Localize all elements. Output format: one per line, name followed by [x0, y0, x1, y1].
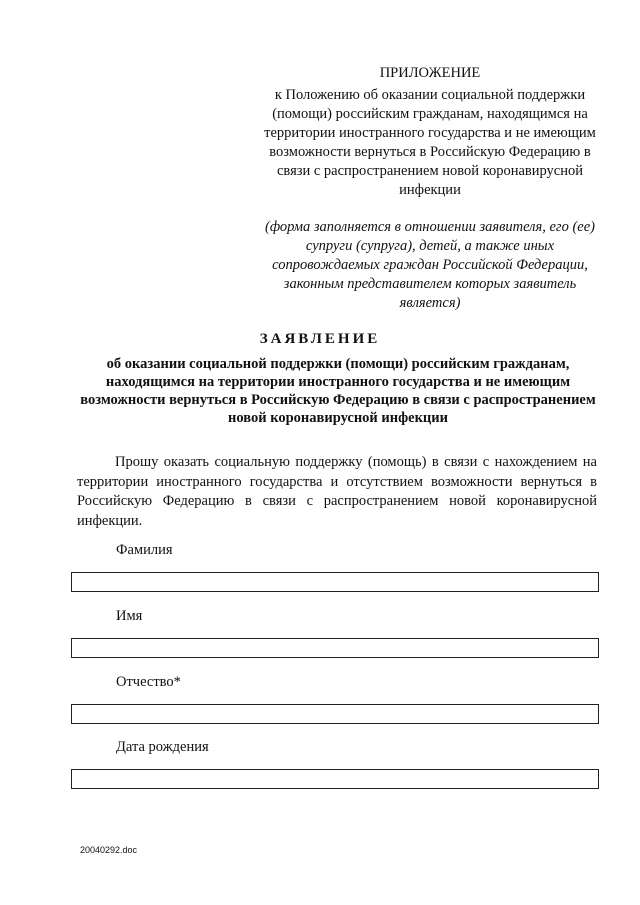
surname-field[interactable] [71, 572, 599, 592]
document-title: ЗАЯВЛЕНИЕ [259, 331, 381, 347]
appendix-title: ПРИЛОЖЕНИЕ [379, 65, 481, 81]
birthdate-mask: __ __ ____ [80, 776, 179, 791]
appendix-note: (форма заполняется в отношении заявителя, его (ее) супруги (супруга), детей, а также иных сопровождаемых граждан Российской Федерации, законным представителем которых заявитель является) [265, 219, 595, 311]
document-subtitle: об оказании социальной поддержки (помощи) российским гражданам, находящимся на территории иностранного государства и не имеющим возможности вернуться в Российскую Федерацию в связи с распространением новой коронавирусной инфекции [80, 356, 596, 426]
appendix-header [255, 64, 605, 313]
name-label: Имя [116, 608, 143, 624]
patronymic-field[interactable] [71, 704, 599, 724]
footer-filename: 20040292.doc [80, 845, 138, 855]
birthdate-field[interactable] [71, 769, 599, 789]
patronymic-label: Отчество* [116, 674, 181, 690]
birthdate-label: Дата рождения [116, 739, 209, 755]
surname-label: Фамилия [116, 542, 173, 558]
name-field[interactable] [71, 638, 599, 658]
intro-paragraph: Прошу оказать социальную поддержку (помощь) в связи с нахождением на территории иностранного государства и отсутствием возможности вернуться в Российскую Федерацию в связи с распространением новой коронавирусной инфекции. [77, 454, 597, 529]
appendix-text: к Положению об оказании социальной поддержки (помощи) российским гражданам, находящимся на территории иностранного государства и не имеющим возможности вернуться в Российскую Федерацию в связи с распространением новой коронавирусной инфекции [264, 87, 596, 198]
